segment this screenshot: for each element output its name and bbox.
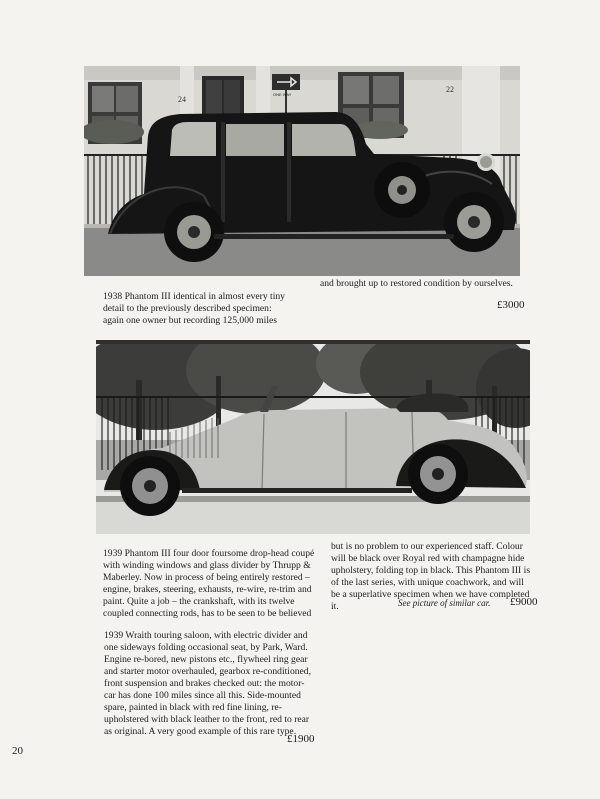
listing-1-col-2 xyxy=(320,278,516,290)
listing-1-description: 1938 Phantom III identical in almost every tiny detail to the previously described specimen: again one owner but recording 125,000 miles xyxy=(103,291,285,326)
house-number-right: 22 xyxy=(446,85,454,94)
house-number-left: 24 xyxy=(178,95,186,104)
one-way-sign-text: ONE WAY xyxy=(273,92,292,97)
photo-phantom-iii-saloon xyxy=(84,66,520,276)
listing-1-price: £3000 xyxy=(497,299,525,311)
listing-2-description-cont: but is no problem to our experienced staff. Colour will be black over Royal red with champagne hide upholstery, folding top in black. This Phantom III is of the last series, with unique coachwork, and will be a superlative specimen when we have completed it. xyxy=(331,541,531,612)
listing-1-description-cont: and brought up to restored condition by ourselves. xyxy=(320,278,513,289)
listing-3 xyxy=(104,630,316,738)
listing-2-note: See picture of similar car. xyxy=(398,598,491,608)
listing-3-price: £1900 xyxy=(287,733,315,745)
page-number: 20 xyxy=(12,745,23,757)
listing-2-description: 1939 Phantom III four door foursome drop-head coupé with winding windows and glass divider by Thrupp & Maberley. Now in process of being entirely restored – engine, brakes, steering, exhausts, re-wire, re-trim and paint. Quite a job – the crankshaft, with its twelve coupled connecting rods, has to be seen to be believed xyxy=(103,548,315,619)
listing-1-col-1 xyxy=(103,291,293,327)
listing-2-price: £9000 xyxy=(510,596,538,608)
listing-2-col-1 xyxy=(103,548,315,620)
photo-phantom-iii-drophead xyxy=(96,340,530,534)
listing-3-description: 1939 Wraith touring saloon, with electric divider and one sideways folding occasional seat, by Park, Ward. Engine re-bored, new pistons etc., flywheel ring gear and starter motor overhauled, gearbox re-conditioned, front suspension and brakes checked out: the motor-car has done 100 miles since all this. Side-mounted spare, painted in black with red fine lining, re-upholstered with black leather to the front, red to rear as original. A very good example of this rare type. xyxy=(104,630,311,737)
